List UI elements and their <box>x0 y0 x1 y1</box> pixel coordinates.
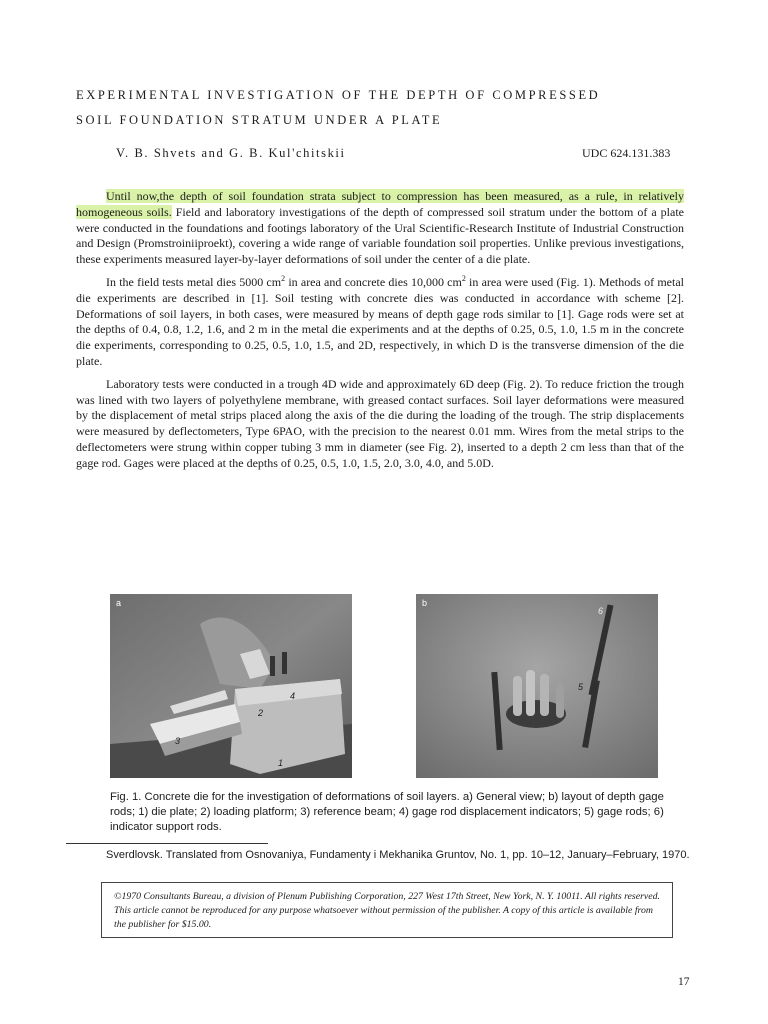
paragraph-2-part-a: In the field tests metal dies 5000 cm <box>106 274 282 289</box>
figure-label-a: a <box>116 598 122 608</box>
figure-marker: 2 <box>258 708 264 718</box>
paper-title-line-1: EXPERIMENTAL INVESTIGATION OF THE DEPTH OF COMPRESSED <box>76 88 601 102</box>
figure-photo-b <box>416 594 658 778</box>
figure-marker: 3 <box>175 736 181 746</box>
paragraph-2 <box>76 275 684 370</box>
authors: V. B. Shvets and G. B. Kul'chitskii <box>116 146 346 160</box>
figure-marker: 6 <box>598 606 604 616</box>
paragraph-1 <box>76 189 684 268</box>
figure-label-b: b <box>422 598 428 608</box>
figure-marker: 1 <box>278 758 284 768</box>
udc-code: UDC 624.131.383 <box>582 146 671 160</box>
page-number: 17 <box>678 976 690 988</box>
figure-marker: 5 <box>578 682 584 692</box>
highlighted-sentence: Until now,the depth of soil foundation strata subject to compression has been measured, as a rule, in relatively homogeneous soils. <box>76 189 684 219</box>
article-body <box>76 189 684 479</box>
superscript: 2 <box>461 273 466 283</box>
superscript: 2 <box>281 273 286 283</box>
paragraph-3: Laboratory tests were conducted in a trough 4D wide and approximately 6D deep (Fig. 2). To reduce friction the trough was lined with two layers of polyethylene membrane, with greased contact surfaces. Soil layer deformations were measured by the displacement of metal strips placed along the axis of the die during the loading of the trough. The strip displacements were measured by deflectometers, Type 6PAO, with the precision to the nearest 0.01 mm. Wires from the metal strips to the deflectometers were strung within copper tubing 3 mm in diameter (see Fig. 2), inserted to a depth 2 cm less than that of the gage rod. Gages were placed at the depths of 0.25, 0.5, 1.0, 1.5, 2.0, 3.0, 4.0, and 5.0D. <box>76 376 684 470</box>
paragraph-2-part-b: in area and concrete dies 10,000 cm <box>285 274 462 289</box>
footnote-divider <box>66 843 268 844</box>
figure-caption: Fig. 1. Concrete die for the investigation of deformations of soil layers. a) General view; b) layout of depth gage rods; 1) die plate; 2) loading platform; 3) reference beam; 4) gage rod displacement indicators; 5) gage rods; 6) indicator support rods. <box>110 791 664 833</box>
paragraph-1-rest: Field and laboratory investigations of the depth of compressed soil stratum under the bottom of a plate were conducted in the foundations and footings laboratory of the Ural Scientific-Research Institute of Industrial Construction and Design (Promstroiniiproekt), covering a wide range of variable foundation soil properties. Unlike previous investigations, these experiments measured layer-by-layer deformations of soil under the center of a die plate. <box>76 204 685 267</box>
figure-marker: 4 <box>290 691 296 701</box>
copyright-notice: ©1970 Consultants Bureau, a division of Plenum Publishing Corporation, 227 West 17th Street, New York, N. Y. 10011. All rights reserved. This article cannot be reproduced for any purpose whatsoever without permission of the publisher. A copy of this article is available from the publisher for $15.00. <box>101 882 673 938</box>
figure-photo-a <box>110 594 352 778</box>
paper-title-line-2: SOIL FOUNDATION STRATUM UNDER A PLATE <box>76 113 443 127</box>
paragraph-2-part-c: in area were used (Fig. 1). Methods of metal die experiments are described in [1]. Soil testing with concrete dies was conducted in accordance with scheme [2]. Deformations of soil layers, in both cases, were measured by means of depth gage rods similar to [1]. Gage rods were set at the depths of 0.4, 0.8, 1.2, 1.6, and 2 m in the metal die experiments and at the depths of 0.25, 0.5, 1.0, 1.5 m in the concrete die experiments, corresponding to 0.25, 0.5, 1.0, 1.5, and 2D, respectively, in which D is the transverse dimension of the die plate. <box>76 274 685 368</box>
footnote: Sverdlovsk. Translated from Osnovaniya, Fundamenty i Mekhanika Gruntov, No. 1, pp. 10–12, January–February, 1970. <box>106 849 690 861</box>
